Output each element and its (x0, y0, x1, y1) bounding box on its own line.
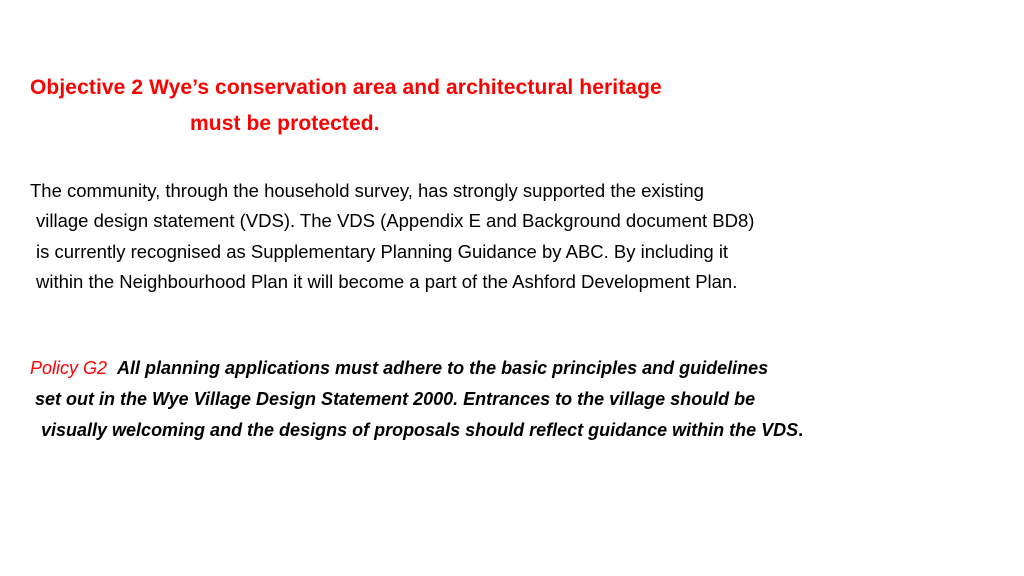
policy-line-2: set out in the Wye Village Design Statement 2000. Entrances to the village should be (35, 389, 756, 409)
policy-line-1 (30, 359, 768, 377)
paragraph-line-3: is currently recognised as Supplementary Planning Guidance by ABC. By including it (36, 241, 729, 262)
policy-line-3 (41, 421, 803, 439)
policy-text-3: visually welcoming and the designs of proposals should reflect guidance within the VDS (41, 420, 799, 440)
paragraph-line-4: within the Neighbourhood Plan it will become a part of the Ashford Development Plan. (36, 271, 738, 292)
objective-title-line-1: Objective 2 Wye’s conservation area and architectural heritage (30, 76, 662, 99)
policy-period: . (798, 420, 804, 440)
paragraph-line-1: The community, through the household survey, has strongly supported the existing (30, 180, 704, 201)
policy-label: Policy G2 (30, 358, 108, 378)
objective-title-line-2: must be protected. (190, 112, 380, 135)
paragraph-line-2: village design statement (VDS). The VDS (Appendix E and Background document BD8) (36, 210, 755, 231)
policy-text-1: All planning applications must adhere to the basic principles and guidelines (117, 358, 769, 378)
